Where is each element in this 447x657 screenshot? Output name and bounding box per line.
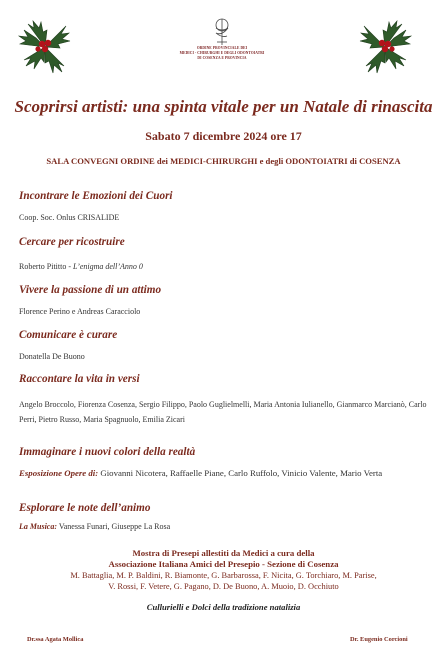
logo-line-3: DI COSENZA E PROVINCIA <box>197 56 247 60</box>
music-performers: Vanessa Funari, Giuseppe La Rosa <box>57 522 171 531</box>
section-text-2 <box>19 262 143 271</box>
section-text-5: Angelo Broccolo, Fiorenza Cosenza, Sergio Filippo, Paolo Guglielmelli, Maria Antonia Iulianello, Gianmarco Marcianò, Carlo Perri, Pietro Russo, Maria Spagnuolo, Emilia Zicari <box>19 400 427 424</box>
closing-line-1: Mostra di Presepi allestiti da Medici a cura della <box>132 548 315 558</box>
closing-line-2: Associazione Italiana Amici del Presepio - Sezione di Cosenza <box>108 559 339 569</box>
section-title-4: Comunicare è curare <box>19 329 118 341</box>
closing-sweets: Cullurielli e Dolci della tradizione natalizia <box>146 602 301 612</box>
closing-names-2: V. Rossi, F. Vetere, G. Pagano, D. De Buono, A. Muoio, D. Occhiuto <box>108 582 339 591</box>
section-work-title-2: L’enigma dell’Anno 0 <box>73 262 143 271</box>
section-text-6 <box>19 468 382 478</box>
event-venue: SALA CONVEGNI ORDINE dei MEDICI-CHIRURGHI e degli ODONTOIATRI di COSENZA <box>46 156 401 166</box>
caduceus-icon <box>211 16 233 46</box>
closing-block <box>0 548 447 592</box>
section-title-6: Immaginare i nuovi colori della realtà <box>19 446 196 458</box>
holly-right-icon <box>354 16 416 78</box>
section-title-2: Cercare per ricostruire <box>19 236 125 248</box>
order-logo <box>172 16 272 61</box>
section-text-1: Coop. Soc. Onlus CRISALIDE <box>19 213 120 222</box>
section-title-3: Vivere la passione di un attimo <box>19 284 162 296</box>
signature-left: Dr.ssa Agata Mollica <box>27 636 84 643</box>
event-date: Sabato 7 dicembre 2024 ore 17 <box>145 129 302 143</box>
music-label: La Musica: <box>19 522 57 531</box>
holly-left-icon <box>14 16 76 78</box>
exhibition-artists: Giovanni Nicotera, Raffaelle Piane, Carlo Ruffolo, Vinicio Valente, Mario Verta <box>98 468 383 478</box>
logo-line-2: MEDICI - CHIRURGHI E DEGLI ODONTOIATRI <box>179 51 265 55</box>
section-title-1: Incontrare le Emozioni dei Cuori <box>19 190 173 202</box>
logo-line-1: ORDINE PROVINCIALE DEI <box>196 46 248 50</box>
section-text-3: Florence Perino e Andreas Caracciolo <box>19 307 141 316</box>
section-text-7 <box>19 522 170 531</box>
section-author-2: Roberto Pititto - <box>19 262 73 271</box>
signature-right: Dr. Eugenio Corcioni <box>350 636 408 643</box>
closing-names-1: M. Battaglia, M. P. Baldini, R. Biamonte, G. Barbarossa, F. Nicita, G. Torchiaro, M. Parise, <box>70 571 377 580</box>
section-title-7: Esplorare le note dell’animo <box>19 502 151 514</box>
section-title-5: Raccontare la vita in versi <box>19 373 140 385</box>
exhibition-label: Esposizione Opere di: <box>19 468 99 478</box>
section-text-4: Donatella De Buono <box>19 352 85 361</box>
event-title: Scoprirsi artisti: una spinta vitale per un Natale di rinascita <box>14 97 433 116</box>
